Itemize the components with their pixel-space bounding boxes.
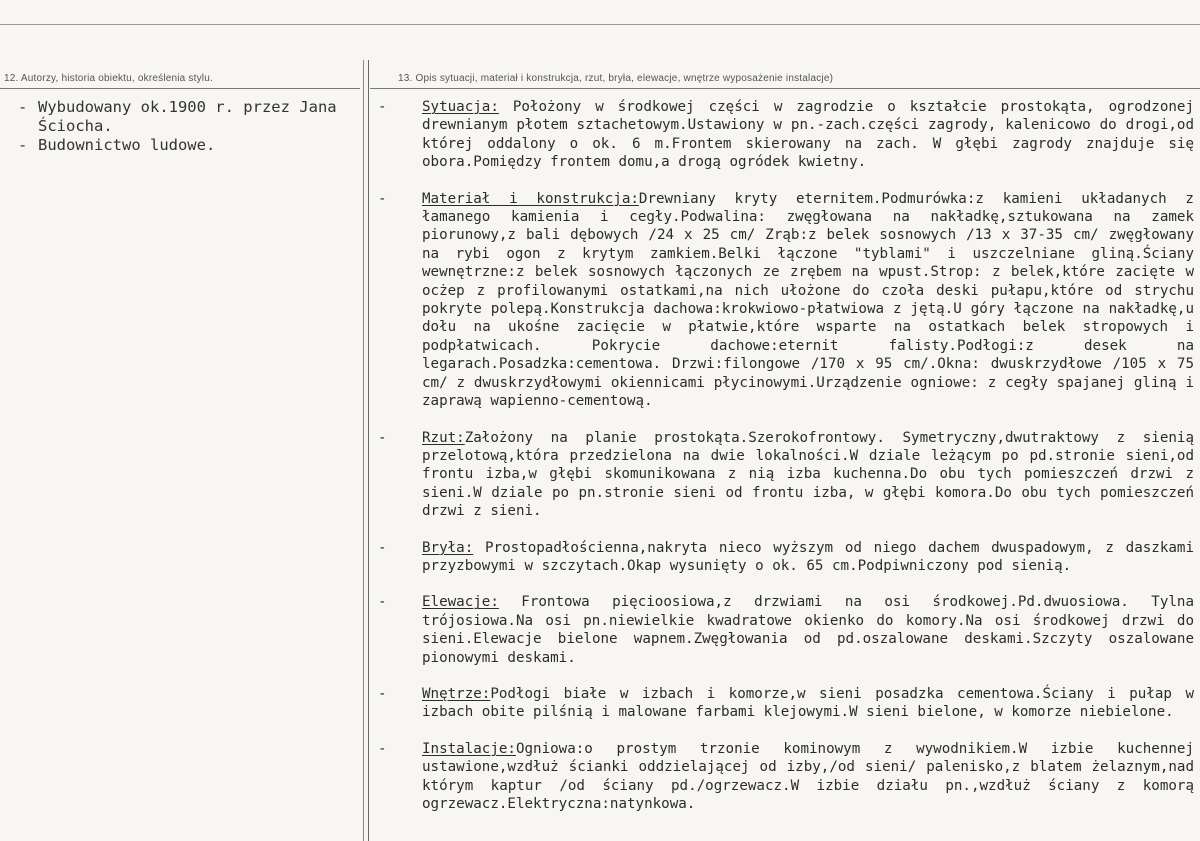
section-interior <box>378 685 1194 722</box>
section-situation <box>378 98 1194 172</box>
section-label: Rzut: <box>422 429 465 446</box>
section-text: Drewniany kryty eternitem.Podmurówka:z kamieni układanych z łamanego kamienia i cegły.Podwalina: zwęgłowana na nakładkę,sztukowana na zamek piorunowy,z bali dębowych /24 x 25 cm/ Zrąb:z belek sosnowych /13 x 37-35 cm/ zwęgłowany na rybi ogon z krytym zamkiem.Belki łączone "tyblami" i uszczelniane gliną.Ściany wewnętrzne:z belek sosnowych łączonych ze zrębem na wpust.Strop: z belek,które zacięte w ocżep z profilowanymi ostatkami,na nich ułożone do czoła deski pułapu,które od strychu pokryte polepą.Konstrukcja dachowa:krokwiowo-płatwiowa z jętą.U góry łączone na nakładkę,u dołu na ukośne zacięcie w płatwie,które wsparte na ostatkach belek stropowych i podpłatwicach. Pokrycie dachowe:eternit falisty.Podłogi:z desek na legarach.Posadzka:cementowa. Drzwi:filongowe /170 x 95 cm/.Okna: dwuskrzydłowe /105 x 75 cm/ z dwuskrzydłowymi okiennicami płycinowymi.Urządzenie ogniowe: z cegły spajanej gliną i zaprawą wapienno-cementową. <box>422 190 1194 410</box>
section-elevations <box>378 593 1194 667</box>
section-dash: - <box>378 740 387 757</box>
section-label: Wnętrze: <box>422 685 491 702</box>
right-header-rule <box>370 88 1200 89</box>
section-plan <box>378 429 1194 521</box>
section-dash: - <box>378 685 387 702</box>
item-dash: - <box>18 136 28 154</box>
section-label: Instalacje: <box>422 740 516 757</box>
section-label: Materiał i konstrukcja: <box>422 190 639 207</box>
item-text: Budownictwo ludowe. <box>38 136 216 154</box>
section-text: Założony na planie prostokąta.Szerokofrontowy. Symetryczny,dwutraktowy z sienią przelotową,która przedzielona na dwie lokalności.W dziale leżącym po pd.stronie sieni,od frontu izba,w głębi skomunikowana z nią izba kuchenna.Do obu tych pomieszczeń drzwi z sieni.W dziale po pn.stronie sieni od frontu izba, w głębi komora.Do obu tych pomieszczeń drzwi z sieni. <box>422 429 1194 520</box>
section-installations <box>378 740 1194 814</box>
section-text: Frontowa pięcioosiowa,z drzwiami na osi środkowej.Pd.dwuosiowa. Tylna trójosiowa.Na osi pn.niewielkie kwadratowe okienko do komory.Na osi środkowej drzwi do sieni.Elewacje bielone wapnem.Zwęgłowania od pd.oszalowane deskami.Szczyty oszalowane pionowymi deskami. <box>422 594 1194 666</box>
section-text: Podłogi białe w izbach i komorze,w sieni posadzka cementowa.Ściany i pułap w izbach obite pilśnią i malowane farbami klejowymi.W sieni bielone, w komorze niebielone. <box>422 685 1194 721</box>
section-text: Położony w środkowej części w zagrodzie o kształcie prostokąta, ogrodzonej drewnianym płotem sztachetowym.Ustawiony w pn.-zach.części zagrody, kalenicowo do drogi,od której oddalony o ok. 6 m.Frontem skierowany na zach. W głębi zagrody znajduje się obora.Pomiędzy frontem domu,a drogą ogródek kwietny. <box>422 99 1194 171</box>
description-column <box>378 98 1194 831</box>
left-header-rule <box>0 88 360 89</box>
right-column-header: 13. Opis sytuacji, materiał i konstrukcja, rzut, bryła, elewacje, wnętrze wyposażenie instalacje) <box>398 73 834 84</box>
section-massing <box>378 539 1194 576</box>
top-rule <box>0 24 1200 25</box>
section-dash: - <box>378 99 387 115</box>
item-dash: - <box>18 98 28 116</box>
authors-history-column <box>18 98 358 155</box>
section-label: Elewacje: <box>422 594 499 611</box>
section-text: Prostopadłościenna,nakryta nieco wyższym od niego dachem dwuspadowym, z daszkami przyzbowymi w szczytach.Okap wysunięty o ok. 65 cm.Podpiwniczony pod sienią. <box>422 539 1194 574</box>
section-material-construction <box>378 190 1194 411</box>
section-label: Bryła: <box>422 539 474 556</box>
section-dash: - <box>378 429 387 446</box>
section-label: Sytuacja: <box>422 99 499 115</box>
column-divider <box>368 60 369 841</box>
left-list-item <box>18 98 358 136</box>
left-column-header: 12. Autorzy, historia obiektu, określenia stylu. <box>4 73 213 84</box>
left-list-item <box>18 136 358 155</box>
item-text: Wybudowany ok.1900 r. przez Jana Ściocha. <box>38 98 337 135</box>
section-dash: - <box>378 539 387 556</box>
section-dash: - <box>378 190 387 207</box>
section-text: Ogniowa:o prostym trzonie kominowym z wywodnikiem.W izbie kuchennej ustawione,wzdłuż ścianki oddzielającej od izby,/od sieni/ palenisko,z blatem żelaznym,nad którym kaptur /od ściany pd./ogrzewacz.W izbie działu pn.,wzdłuż ściany z komorą ogrzewacz.Elektryczna:natynkowa. <box>422 740 1194 812</box>
section-dash: - <box>378 594 387 611</box>
column-divider-outer <box>363 60 364 841</box>
